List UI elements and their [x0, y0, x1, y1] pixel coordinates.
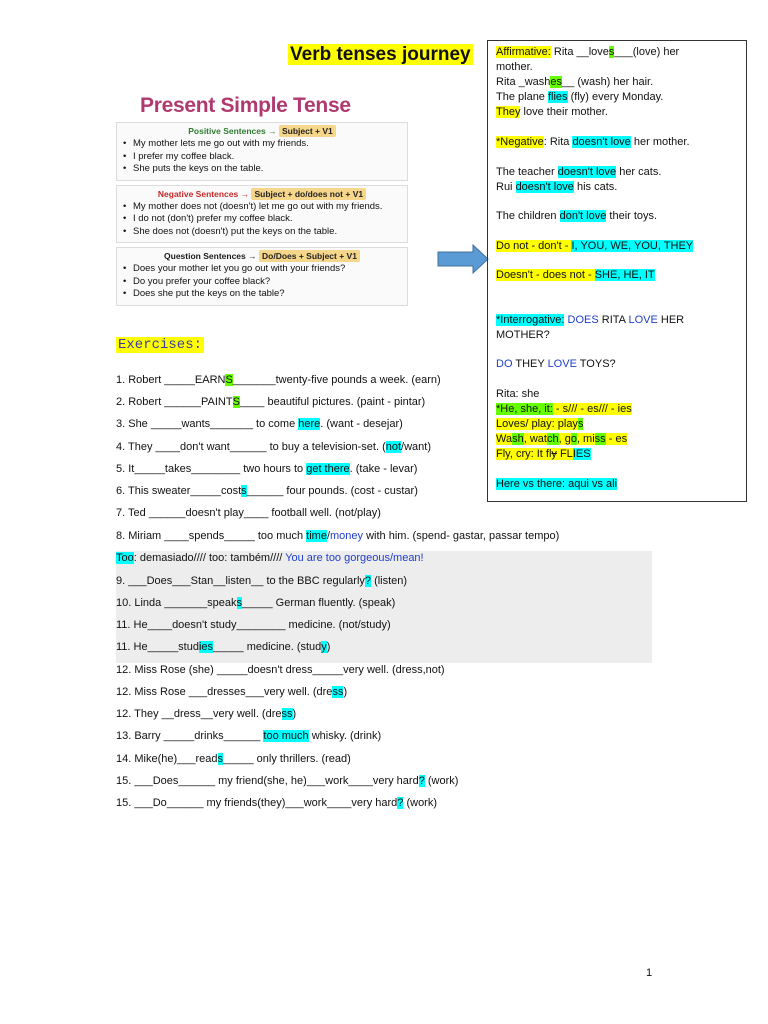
example-line: • Does she put the keys on the table? [121, 288, 403, 301]
example-line: • My mother lets me go out with my friends. [121, 138, 403, 151]
present-simple-title: Present Simple Tense [140, 94, 351, 117]
positive-head: Positive Sentences → Subject + V1 [121, 126, 403, 136]
exercise-line: Too: demasiado//// too: também//// You are too gorgeous/mean! [116, 552, 424, 564]
exercise-line: 7. Ted ______doesn't play____ football well. (not/play) [116, 507, 381, 519]
note-line: Here vs there: aqui vs ali [496, 478, 618, 490]
note-line: DO THEY LOVE TOYS? [496, 358, 616, 370]
example-line: • I prefer my coffee black. [121, 151, 403, 164]
page-title: Verb tenses journey [290, 44, 471, 65]
example-line: • She does not (doesn't) put the keys on the table. [121, 226, 403, 239]
note-line: MOTHER? [496, 329, 550, 341]
exercise-line: 12. Miss Rose (she) _____doesn't dress_____very well. (dress,not) [116, 664, 445, 676]
page-number: 1 [646, 967, 653, 979]
note-line: Doesn't - does not - SHE, HE, IT [496, 269, 655, 281]
exercise-line: 1. Robert _____EARNS_______twenty-five pounds a week. (earn) [116, 374, 441, 386]
note-line: Rita _washes__ (wash) her hair. [496, 76, 654, 88]
note-line: The children don't love their toys. [496, 210, 658, 222]
exercise-line: 9. ___Does___Stan__listen__ to the BBC regularly? (listen) [116, 575, 408, 587]
example-line: • I do not (don't) prefer my coffee black. [121, 213, 403, 226]
example-line: • She puts the keys on the table. [121, 163, 403, 176]
exercise-line: 8. Miriam ____spends_____ too much time/money with him. (spend- gastar, passar tempo) [116, 530, 560, 542]
note-line: The teacher doesn't love her cats. [496, 166, 662, 178]
note-line: They love their mother. [496, 106, 608, 118]
example-line: • Do you prefer your coffee black? [121, 276, 403, 289]
exercise-line: 14. Mike(he)___reads_____ only thrillers. (read) [116, 753, 351, 765]
example-line: • Does your mother let you go out with your friends? [121, 263, 403, 276]
exercise-line: 11. He____doesn't study________ medicine. (not/study) [116, 619, 391, 631]
exercise-line: 12. Miss Rose ___dresses___very well. (dress) [116, 686, 348, 698]
grammar-notes-box [487, 40, 747, 502]
exercise-line: 15. ___Does______ my friend(she, he)___work____very hard? (work) [116, 775, 459, 787]
note-line: *He, she, it: - s/// - es/// - ies [496, 403, 632, 415]
note-line: Fly, cry: It fly FLIES [496, 448, 591, 460]
exercises-label: Exercises: [118, 337, 203, 353]
example-line: • My mother does not (doesn't) let me go out with my friends. [121, 201, 403, 214]
negative-head: Negative Sentences → Subject + do/does not + V1 [121, 189, 403, 199]
note-line: Wash, watch, go, miss - es [496, 433, 628, 445]
note-line: Rui doesn't love his cats. [496, 181, 618, 193]
question-head: Question Sentences → Do/Does + Subject + V1 [121, 251, 403, 261]
exercise-line: 4. They ____don't want______ to buy a television-set. (not/want) [116, 441, 432, 453]
note-line: Rita: she [496, 388, 540, 400]
exercise-line: 15. ___Do______ my friends(they)___work____very hard? (work) [116, 797, 438, 809]
note-line: The plane flies (fly) every Monday. [496, 91, 664, 103]
right-arrow-icon [437, 244, 489, 274]
positive-sentences-box [116, 122, 408, 181]
note-line: Affirmative: Rita __loves___(love) her [496, 46, 680, 58]
note-line: *Negative: Rita doesn't love her mother. [496, 136, 690, 148]
exercise-line: 3. She _____wants_______ to come here. (want - desejar) [116, 418, 403, 430]
note-line: Loves/ play: plays [496, 418, 584, 430]
exercise-line: 5. It_____takes________ two hours to get there. (take - levar) [116, 463, 418, 475]
question-sentences-box [116, 247, 408, 306]
note-line: *Interrogative: DOES RITA LOVE HER [496, 314, 685, 326]
negative-sentences-box [116, 185, 408, 244]
note-line: mother. [496, 61, 533, 73]
exercise-line: 13. Barry _____drinks______ too much whisky. (drink) [116, 730, 382, 742]
note-line: Do not - don't - I, YOU, WE, YOU, THEY [496, 240, 694, 252]
exercise-line: 10. Linda _______speaks_____ German fluently. (speak) [116, 597, 396, 609]
exercise-line: 12. They __dress__very well. (dress) [116, 708, 297, 720]
exercise-line: 6. This sweater_____costs______ four pounds. (cost - custar) [116, 485, 418, 497]
exercise-line: 11. He_____studies_____ medicine. (study) [116, 641, 331, 653]
exercise-line: 2. Robert ______PAINTS____ beautiful pictures. (paint - pintar) [116, 396, 426, 408]
present-simple-card [116, 94, 408, 310]
